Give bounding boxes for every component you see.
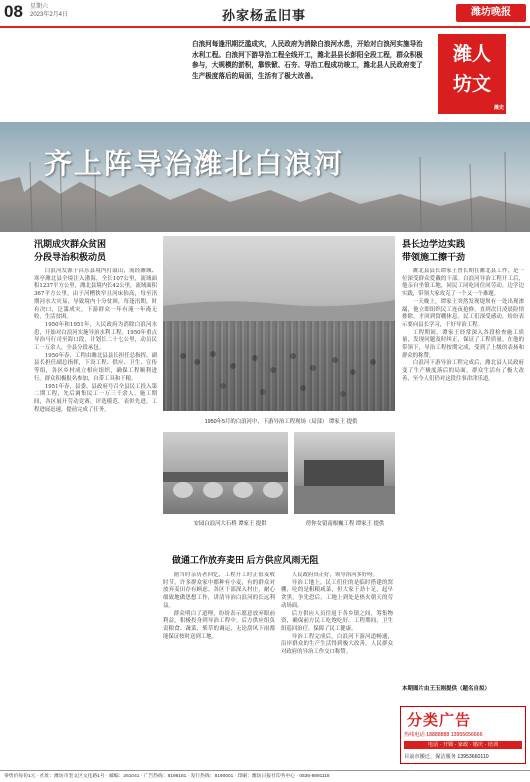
middle-article-col-2 <box>281 572 393 778</box>
right-article-body <box>402 268 524 688</box>
ad-note: 目前市搬迁、保洁服务 13953660110 <box>404 754 489 760</box>
middle-paragraph: 群众明白了道理，纷纷表示愿意放弃眼前利益，积极投身到导治工程中。后方供应组负责粮食、蔬菜、柴草的调运，无论刮风下雨都能保证按时送到工地。 <box>163 610 275 640</box>
intro-paragraph: 白浪河每逢汛期泛滥成灾，人民政府为消除白浪河水患，开始对白浪河实施导治水利工程。白浪河下游导治工程全线开工，潍北县县长彭阳全段工程，群众积极参与，大规模的淤积，靠铁锨、石夯、导治工程成功竣工，潍北县人民政府变了生产极度落后的局面，生活有了极大改善。 <box>192 41 423 80</box>
ad-tagline: 电话 · 开锁 · 家政 · 婚庆 · 培训 <box>404 741 522 749</box>
middle-paragraph: 据当时亲历者回忆，工程开工时正值麦收时节，许多群众家中都种有小麦，有的群众对放弃麦田存有顾虑。各区干部深入村庄，耐心细致地做思想工作，讲清导治白浪河的长远利益。 <box>163 572 275 609</box>
middle-paragraph: 后方供应人员往返于各乡镇之间，筹集物资，确保前方民工吃饱吃好。工程期间，卫生组巡回治疗，保障了民工健康。 <box>281 610 393 632</box>
column-seal <box>438 34 506 114</box>
header-meta <box>30 3 68 19</box>
classified-ad-box <box>400 706 526 764</box>
seal-line-1: 潍人 <box>452 44 491 65</box>
left-headline-line-1: 汛期成灾群众贫困 <box>34 239 107 249</box>
left-paragraph: 白浪河发源于昌乐县境内打鼓山，流经潍城、寒亭潍北县全境注入渤海，全长107公里，流域面积1237平方公里，潍北县境内长42公里，流域面积367平方公里，由于河槽狭窄且河床抬高，每至汛期河水大灾易，导致境内十分贫困，每逢汛期，时有决口，泛滥成灾，下游群众一年有淹一年淹无收，生活贫困。 <box>34 268 157 321</box>
photo-caption-dike: 傍你女留南根巍工程 谭家王 提供 <box>305 521 385 527</box>
right-headline-line-1: 县长边学边实践 <box>402 239 466 249</box>
date: 2023年2月4日 <box>30 12 69 18</box>
ad-title: 分类广告 <box>407 712 472 729</box>
middle-paragraph: 人民政府真正好，领导治河多好呀。 <box>291 572 379 578</box>
right-paragraph: 白浪河下游导治工程完成后，潍北县人民政府变了生产极度落后的局面，群众生活有了极大改善，至今人们仍对这段往事津津乐道。 <box>402 360 524 382</box>
page-number: 08 <box>4 2 23 21</box>
left-headline <box>34 238 154 264</box>
photo-caption-bridge: 安园白浪河大石桥 谭家王 提供 <box>193 521 267 527</box>
dike-photo <box>294 432 395 514</box>
middle-headline: 做通工作放弃麦田 后方供应风雨无阻 <box>172 555 319 565</box>
page-footer: 零售价每份1元 · 社址：潍坊市奎文区文化路1号 · 邮编：261041 · 广告热线：8198181 · 发行热线：8190001 · 印刷：潍坊日报社印务中心 · 0536-8891118 <box>0 770 530 782</box>
river-work-photo <box>163 236 395 411</box>
bridge-photo <box>163 432 288 514</box>
seal-line-2: 坊文 <box>452 74 491 95</box>
page-header <box>0 0 530 28</box>
seal-sub: 潍史 <box>493 106 504 111</box>
left-headline-line-2: 分段导治积极动员 <box>34 252 107 262</box>
middle-paragraph: 导治工程完成后，白浪河下游河道畅通，沿岸群众的生产生活得到极大改善，人民群众对政府的导治工作交口称赞。 <box>281 633 393 656</box>
section-title: 孙家杨孟旧事 <box>222 8 307 23</box>
ad-phones: 热线电话 18888888 13955656666 <box>404 732 483 738</box>
newspaper-logo: 潍坊晚报 <box>456 4 526 22</box>
photo-credit-note: 本期图片由王玉刚提供（题名自拟） <box>402 686 491 692</box>
left-paragraph: 1950年和1951年，人民政府为消除白浪河水患，开始对白浪河实施导治水利工程。1950年重点导治马行司至海口段，计划长二十七公里，动员民工一万余人，全县分段承包。 <box>34 321 157 352</box>
left-paragraph: 1951年春，县委、县政府号召全县民工投入第二期工程，先后调集民工一万三千余人。施工期间，各区展开劳动竞赛，评选模范，表彰先进，工程进展迅速，提前完成了任务。 <box>34 383 157 413</box>
middle-article-col-1 <box>163 572 275 778</box>
dike-scene <box>294 432 395 514</box>
middle-paragraph: 导治工地上，民工们住的是临时搭建的窝棚，吃的是粗粮咸菜，但大家干劲十足，起早贪黑，争先恐后，工地上到处是热火朝天的劳动场面。 <box>281 579 393 609</box>
left-article-body <box>34 268 157 776</box>
left-paragraph: 1950年春，工程由潍北县县长担任总指挥，副县长担任副总指挥，下设工程、供应、卫生、宣传等组，各区乡村成立相应组织，确保工程顺利进行。群众积极报名参加，自带工具和干粮。 <box>34 352 157 382</box>
bridge-scene <box>163 432 288 514</box>
right-headline-line-2: 带领施工擦干劲 <box>402 252 466 262</box>
banner-title: 齐上阵导治潍北白浪河 <box>44 148 345 179</box>
right-paragraph: 工程期间，谭家王经常深入各段检查施工质量，发现问题及时纠正，保证了工程质量。在他的带领下，导治工程按期完成，受到了上级的表扬和群众的称赞。 <box>402 329 524 359</box>
weekday: 星期六 <box>30 4 49 10</box>
right-paragraph: 潍北县县长谭家王曾长期在潍北县工作，是一位深受群众爱戴的干部。白浪河导治工程开工后，他亲自坐镇工地，同民工同吃同住同劳动，边学边实践，带领大家攻克了一个又一个难题。 <box>402 268 524 298</box>
right-paragraph: 一天晚上，谭家王突然发现堤坝有一处出现渗漏，他立即组织民工连夜抢修，直到次日凌晨险情排除，才回到窝棚休息。民工们深受感动，纷纷表示要向县长学习，干好导治工程。 <box>402 298 524 328</box>
photo-caption-main: 1950年5月的白浪河中、下游导治工程现场（局部） 谭家王 提供 <box>204 419 358 425</box>
banner-image <box>0 122 530 232</box>
right-headline <box>402 238 522 264</box>
